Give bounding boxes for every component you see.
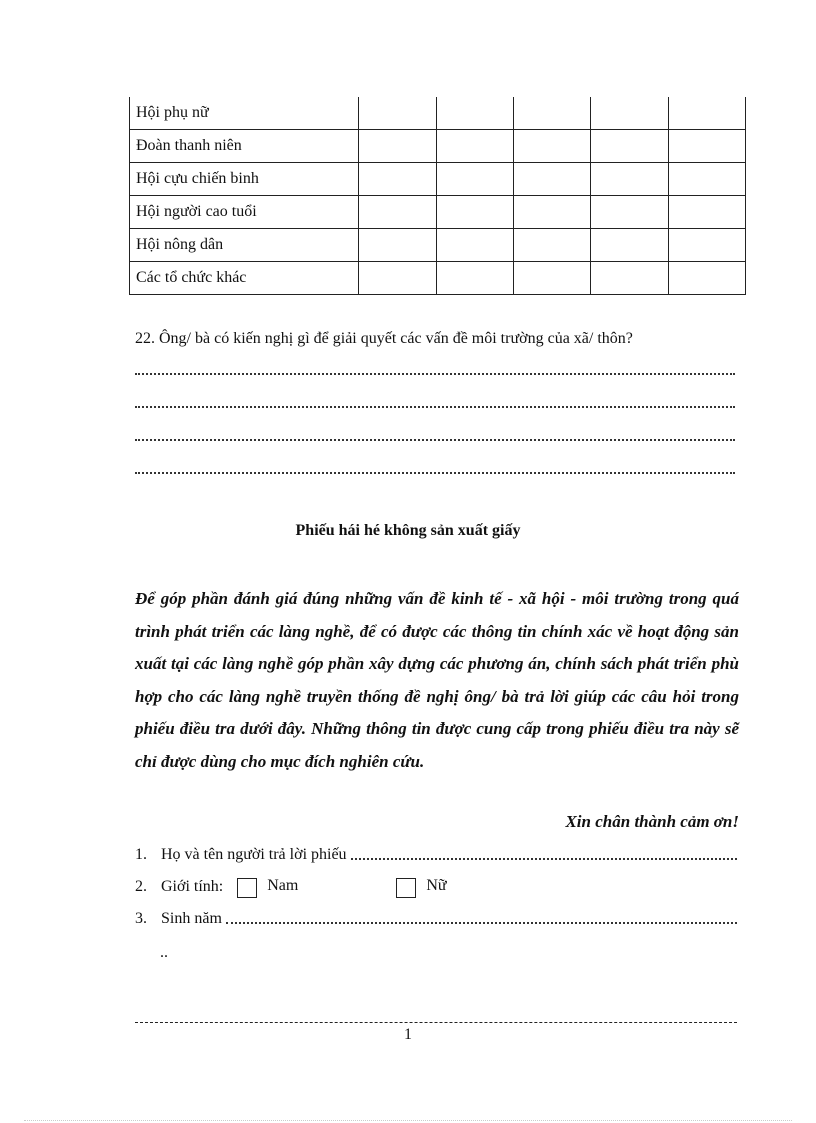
table-cell[interactable] bbox=[513, 97, 590, 130]
table-cell[interactable] bbox=[359, 262, 436, 295]
table-cell[interactable] bbox=[591, 196, 668, 229]
continuation-mark: .. bbox=[160, 944, 168, 961]
table-cell[interactable] bbox=[591, 262, 668, 295]
organization-table bbox=[129, 97, 746, 295]
option-label: Nữ bbox=[426, 877, 447, 894]
table-cell[interactable] bbox=[668, 163, 745, 196]
survey-title: Phiếu hái hé không sản xuất giấy bbox=[295, 522, 521, 539]
table-cell[interactable] bbox=[359, 130, 436, 163]
table-cell[interactable] bbox=[668, 130, 745, 163]
table-cell[interactable] bbox=[359, 163, 436, 196]
gender-option-male[interactable] bbox=[237, 876, 298, 896]
table-row bbox=[130, 229, 746, 262]
table-row bbox=[130, 163, 746, 196]
row-label: Hội người cao tuổi bbox=[130, 196, 359, 229]
table-cell[interactable] bbox=[668, 196, 745, 229]
table-row bbox=[130, 130, 746, 163]
field-label: Sinh năm bbox=[161, 910, 222, 927]
table-cell[interactable] bbox=[436, 262, 513, 295]
table-cell[interactable] bbox=[436, 196, 513, 229]
row-label: Các tổ chức khác bbox=[130, 262, 359, 295]
item-number: 1. bbox=[135, 846, 147, 863]
table-cell[interactable] bbox=[436, 229, 513, 262]
row-label: Hội nông dân bbox=[130, 229, 359, 262]
table-cell[interactable] bbox=[513, 130, 590, 163]
answer-line[interactable] bbox=[135, 437, 735, 441]
field-label: Họ và tên người trả lời phiếu bbox=[161, 846, 347, 863]
table-cell[interactable] bbox=[668, 229, 745, 262]
table-cell[interactable] bbox=[591, 97, 668, 130]
table-row bbox=[130, 262, 746, 295]
field-name bbox=[135, 846, 737, 864]
table-cell[interactable] bbox=[513, 196, 590, 229]
gender-option-female[interactable] bbox=[396, 876, 446, 896]
table-row bbox=[130, 97, 746, 130]
field-label: Giới tính: bbox=[161, 878, 224, 895]
table-cell[interactable] bbox=[436, 130, 513, 163]
table-cell[interactable] bbox=[591, 130, 668, 163]
table-cell[interactable] bbox=[513, 262, 590, 295]
table-cell[interactable] bbox=[513, 163, 590, 196]
table-cell[interactable] bbox=[359, 229, 436, 262]
row-label: Hội phụ nữ bbox=[130, 97, 359, 130]
female-checkbox[interactable] bbox=[396, 878, 416, 898]
answer-line[interactable] bbox=[135, 404, 735, 408]
table-row bbox=[130, 196, 746, 229]
thanks-note: Xin chân thành cảm ơn! bbox=[565, 812, 739, 831]
item-number: 3. bbox=[135, 910, 147, 927]
field-birth-year bbox=[135, 910, 737, 928]
birth-year-input-line[interactable] bbox=[226, 921, 737, 924]
page-number: 1 bbox=[404, 1026, 412, 1043]
table-cell[interactable] bbox=[436, 163, 513, 196]
field-gender bbox=[135, 876, 447, 896]
table-cell[interactable] bbox=[591, 163, 668, 196]
table-cell[interactable] bbox=[359, 97, 436, 130]
question-22: 22. Ông/ bà có kiến nghị gì để giải quyết các vấn đề môi trường của xã/ thôn? bbox=[135, 330, 633, 347]
answer-line[interactable] bbox=[135, 371, 735, 375]
survey-intro: Để góp phần đánh giá đúng những vấn đề kinh tế - xã hội - môi trường trong quá trình phát triển các làng nghề, để có được các thông tin chính xác về hoạt động sản xuất tại các làng nghề góp phần xây dựng các phương án, chính sách phát triển phù hợp cho các làng nghề truyền thống đề nghị ông/ bà trả lời giúp các câu hỏi trong phiếu điều tra dưới đây. Những thông tin được cung cấp trong phiếu điều tra này sẽ chỉ được dùng cho mục đích nghiên cứu. bbox=[135, 589, 739, 771]
row-label: Hội cựu chiến binh bbox=[130, 163, 359, 196]
table-cell[interactable] bbox=[668, 97, 745, 130]
item-number: 2. bbox=[135, 878, 147, 895]
table-cell[interactable] bbox=[668, 262, 745, 295]
row-label: Đoàn thanh niên bbox=[130, 130, 359, 163]
table-cell[interactable] bbox=[436, 97, 513, 130]
option-label: Nam bbox=[267, 877, 299, 894]
table-cell[interactable] bbox=[513, 229, 590, 262]
footer-divider bbox=[135, 1022, 737, 1023]
table-cell[interactable] bbox=[591, 229, 668, 262]
answer-line[interactable] bbox=[135, 470, 735, 474]
male-checkbox[interactable] bbox=[237, 878, 257, 898]
table-cell[interactable] bbox=[359, 196, 436, 229]
page-edge bbox=[24, 1120, 792, 1121]
name-input-line[interactable] bbox=[351, 857, 737, 860]
